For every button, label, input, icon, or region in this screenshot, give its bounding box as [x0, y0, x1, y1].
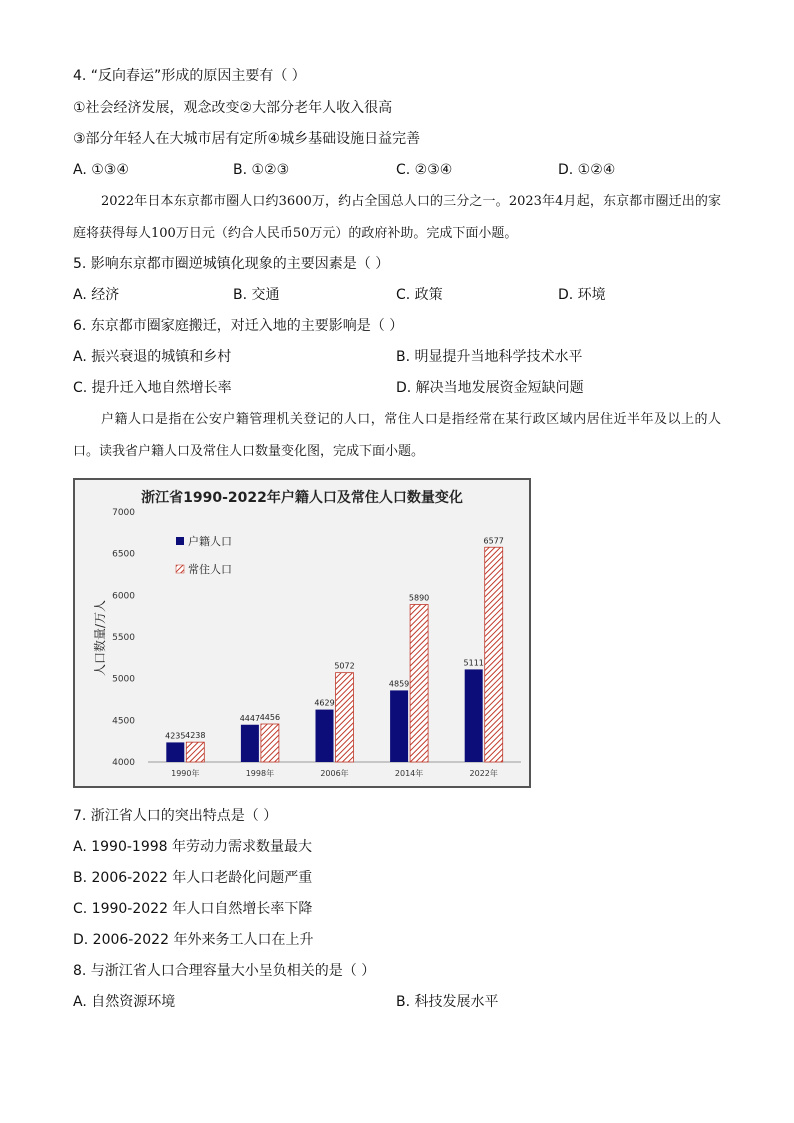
q8-option-b[interactable]: B. 科技发展水平: [396, 994, 499, 1010]
bar-value-label: 5111: [463, 658, 484, 668]
bar-household: [241, 725, 259, 762]
bar-resident: [336, 673, 354, 762]
bar-value-label: 5072: [334, 661, 355, 671]
q7-option-a[interactable]: A. 1990-1998 年劳动力需求数量最大: [73, 839, 312, 855]
y-tick-label: 5500: [112, 633, 135, 643]
q6-stem: 6. 东京都市圈家庭搬迁，对迁入地的主要影响是（ ）: [73, 318, 404, 334]
x-tick-label: 2022年: [469, 769, 498, 778]
x-tick-label: 1990年: [171, 769, 200, 778]
y-tick-label: 4000: [112, 758, 135, 768]
y-tick-label: 4500: [112, 716, 135, 727]
q6-option-a[interactable]: A. 振兴衰退的城镇和乡村: [73, 349, 232, 365]
q4-option-c[interactable]: C. ②③④: [396, 162, 453, 178]
q7-stem: 7. 浙江省人口的突出特点是（ ）: [73, 808, 278, 824]
bar-resident: [485, 547, 503, 762]
q6-option-c[interactable]: C. 提升迁入地自然增长率: [73, 380, 232, 396]
q5-option-b[interactable]: B. 交通: [233, 287, 280, 303]
q4-statement-line-2: ③部分年轻人在大城市居有定所④城乡基础设施日益完善: [73, 131, 421, 147]
passage-tokyo: 2022年日本东京都市圈人口约3600万，约占全国总人口的三分之一。2023年4月起，东京都市圈迁出的家庭将获得每人100万日元（约合人民币50万元）的政府补助。完成下面小题。: [73, 194, 721, 241]
bar-resident: [261, 724, 279, 762]
bar-household: [166, 742, 184, 762]
bar-value-label: 5890: [408, 593, 430, 603]
chart-legend: [176, 534, 232, 576]
q5-option-d[interactable]: D. 环境: [558, 287, 606, 303]
q6-option-d[interactable]: D. 解决当地发展资金短缺问题: [396, 380, 584, 396]
q7-option-b[interactable]: B. 2006-2022 年人口老龄化问题严重: [73, 870, 313, 886]
legend-swatch-resident: [176, 565, 184, 573]
passage-population-definition: 户籍人口是指在公安户籍管理机关登记的人口，常住人口是指经常在某行政区域内居住近半年及以上的人口。读我省户籍人口及常住人口数量变化图，完成下面小题。: [73, 412, 721, 459]
q4-option-b[interactable]: B. ①②③: [233, 162, 290, 178]
q8-option-a[interactable]: A. 自然资源环境: [73, 994, 176, 1010]
bar-value-label: 6577: [483, 536, 504, 546]
bar-household: [465, 669, 483, 762]
population-chart-svg: [75, 480, 529, 786]
bar-household: [316, 710, 334, 762]
bar-value-label: 4238: [185, 731, 206, 741]
x-tick-label: 2006年: [320, 769, 349, 778]
q7-option-c[interactable]: C. 1990-2022 年人口自然增长率下降: [73, 901, 313, 917]
q7-option-d[interactable]: D. 2006-2022 年外来务工人口在上升: [73, 932, 314, 948]
x-tick-label: 1998年: [245, 769, 275, 778]
bar-resident: [410, 605, 428, 763]
q5-option-a[interactable]: A. 经济: [73, 287, 120, 303]
y-tick-label: 6000: [112, 591, 135, 602]
x-tick-label: 2014年: [394, 769, 424, 778]
q5-option-c[interactable]: C. 政策: [396, 287, 443, 303]
bar-household: [390, 690, 408, 762]
bar-value-label: 4859: [388, 679, 410, 689]
population-chart: [73, 478, 531, 788]
bar-resident: [186, 742, 204, 762]
q4-statement-line-1: ①社会经济发展，观念改变②大部分老年人收入很高: [73, 100, 393, 116]
y-tick-label: 5000: [112, 674, 135, 685]
chart-title: 浙江省1990-2022年户籍人口及常住人口数量变化: [141, 490, 463, 506]
q5-stem: 5. 影响东京都市圈逆城镇化现象的主要因素是（ ）: [73, 256, 390, 272]
q4-option-a[interactable]: A. ①③④: [73, 162, 129, 178]
q4-stem: 4. “反向春运”形成的原因主要有（ ）: [73, 68, 306, 84]
bar-value-label: 4456: [259, 713, 281, 722]
legend-swatch-household: [176, 537, 184, 545]
bar-value-label: 4447: [239, 713, 261, 723]
q8-stem: 8. 与浙江省人口合理容量大小呈负相关的是（ ）: [73, 963, 376, 979]
bar-value-label: 4629: [314, 698, 335, 708]
legend-label-resident: 常住人口: [188, 563, 232, 576]
q6-option-b[interactable]: B. 明显提升当地科学技术水平: [396, 349, 583, 365]
legend-label-household: 户籍人口: [188, 535, 232, 548]
y-tick-label: 7000: [112, 508, 135, 518]
q4-option-d[interactable]: D. ①②④: [558, 162, 616, 178]
y-tick-label: 6500: [112, 549, 135, 560]
bar-value-label: 4235: [165, 731, 186, 741]
chart-y-axis-label: 人口数量/万人: [93, 599, 107, 677]
